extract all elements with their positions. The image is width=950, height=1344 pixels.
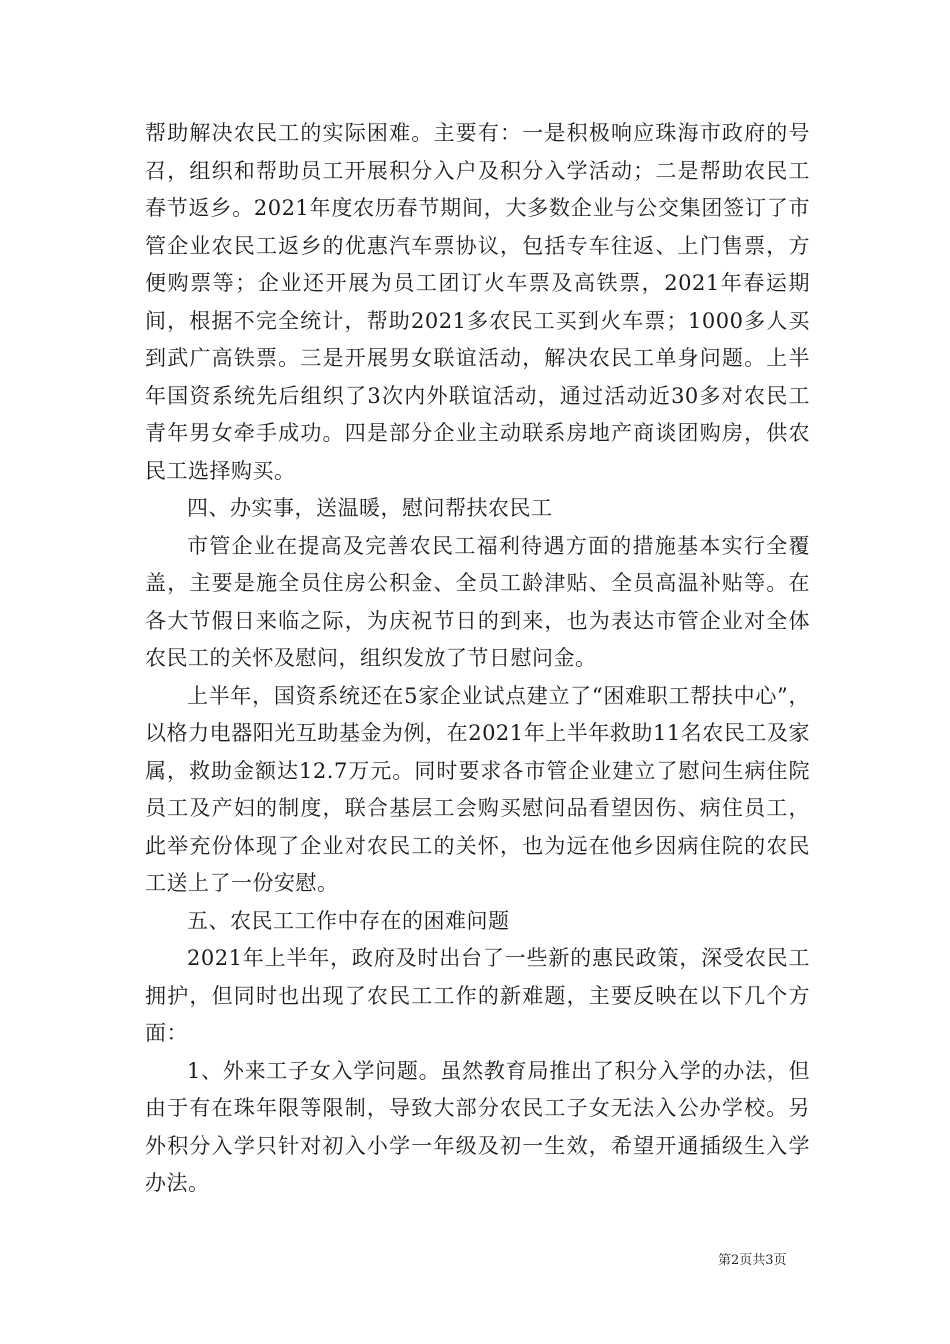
paragraph-welfare: 市管企业在提高及完善农民工福利待遇方面的措施基本实行全覆盖，主要是施全员住房公积金、全员工龄津贴、全员高温补贴等。在各大节假日来临之际，为庆祝节日的到来，也为表达市管企业对全体农民工的关怀及慰问，组织发放了节日慰问金。 (145, 533, 810, 670)
section-heading-4: 四、办实事，送温暖，慰问帮扶农民工 (187, 496, 553, 520)
paragraph-problems-intro: 2021年上半年，政府及时出台了一些新的惠民政策，深受农民工拥护，但同时也出现了农民工工作的新难题，主要反映在以下几个方面： (145, 946, 810, 1045)
document-page (145, 115, 810, 1203)
paragraph-assistance-center: 上半年，国资系统还在5家企业试点建立了“困难职工帮扶中心”，以格力电器阳光互助基金为例，在2021年上半年救助11名农民工及家属，救助金额达12.7万元。同时要求各市管企业建立了慰问生病住院员工及产妇的制度，联合基层工会购买慰问品看望因伤、病住员工，此举充份体现了企业对农民工的关怀，也为远在他乡因病住院的农民工送上了一份安慰。 (145, 683, 810, 895)
paragraph-continued: 帮助解决农民工的实际困难。主要有：一是积极响应珠海市政府的号召，组织和帮助员工开展积分入户及积分入学活动；二是帮助农民工春节返乡。2021年度农历春节期间，大多数企业与公交集团签订了市管企业农民工返乡的优惠汽车票协议，包括专车往返、上门售票，方便购票等；企业还开展为员工团订火车票及高铁票，2021年春运期间，根据不完全统计，帮助2021多农民工买到火车票；1000多人买到武广高铁票。三是开展男女联谊活动，解决农民工单身问题。上半年国资系统先后组织了3次内外联谊活动，通过活动近30多对农民工青年男女牵手成功。四是部分企业主动联系房地产商谈团购房，供农民工选择购买。 (145, 121, 810, 483)
paragraph-school-enrollment: 1、外来工子女入学问题。虽然教育局推出了积分入学的办法，但由于有在珠年限等限制，导致大部分农民工子女无法入公办学校。另外积分入学只针对初入小学一年级及初一生效，希望开通插级生入学办法。 (145, 1058, 810, 1195)
section-heading-5: 五、农民工工作中存在的困难问题 (187, 908, 510, 933)
page-number: 第2页共3页 (718, 1253, 787, 1268)
